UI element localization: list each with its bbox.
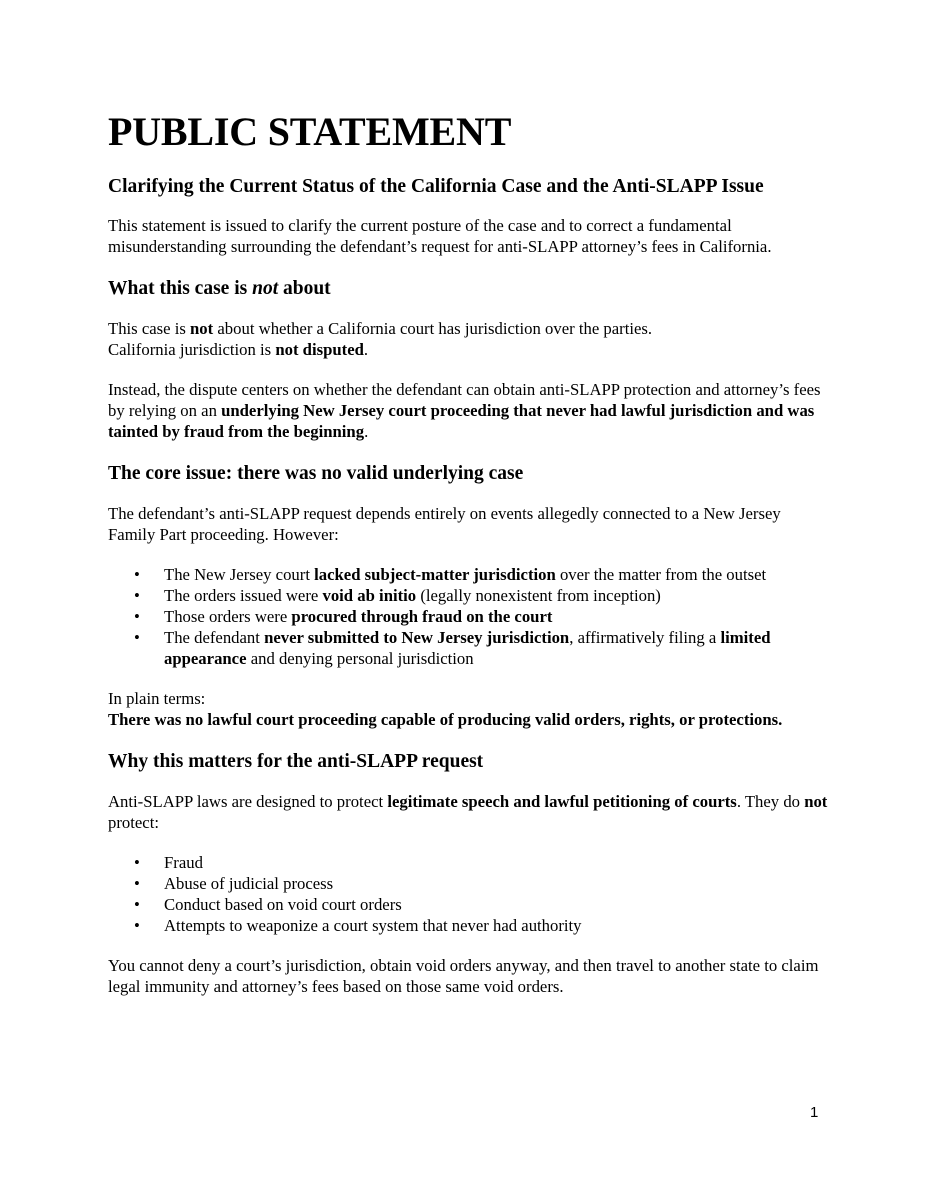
list-item: • Those orders were procured through fraud on the court (108, 606, 828, 627)
list-item: • Fraud (108, 852, 828, 873)
plain-terms-paragraph: In plain terms: There was no lawful court proceeding capable of producing valid orders, rights, or protections. (108, 689, 783, 729)
intro-paragraph: This statement is issued to clarify the current posture of the case and to correct a fundamental misunderstanding surrounding the defendant’s request for anti-SLAPP attorney’s fees in California. (108, 216, 772, 256)
not-about-paragraph-2: Instead, the dispute centers on whether the defendant can obtain anti-SLAPP protection and attorney’s fees by relying on an underlying New Jersey court proceeding that never had lawful jurisdiction and was tainted by fraud from the beginning. (108, 380, 821, 441)
closing-paragraph: You cannot deny a court’s jurisdiction, obtain void orders anyway, and then travel to another state to claim legal immunity and attorney’s fees based on those same void orders. (108, 956, 819, 996)
document-subtitle: Clarifying the Current Status of the California Case and the Anti-SLAPP Issue (108, 176, 764, 197)
list-item: • The defendant never submitted to New Jersey jurisdiction, affirmatively filing a limited appearance and denying personal jurisdiction (108, 627, 828, 669)
list-item: • Attempts to weaponize a court system that never had authority (108, 915, 828, 936)
list-item: • The New Jersey court lacked subject-matter jurisdiction over the matter from the outset (108, 564, 828, 585)
why-matters-paragraph: Anti-SLAPP laws are designed to protect legitimate speech and lawful petitioning of courts. They do not protect: (108, 792, 828, 832)
list-item: • Conduct based on void court orders (108, 894, 828, 915)
list-item: • Abuse of judicial process (108, 873, 828, 894)
document-title: PUBLIC STATEMENT (108, 109, 512, 154)
section-heading-why-matters: Why this matters for the anti-SLAPP request (108, 751, 484, 772)
list-item: • The orders issued were void ab initio (legally nonexistent from inception) (108, 585, 828, 606)
section-heading-core-issue: The core issue: there was no valid underlying case (108, 463, 524, 484)
page-number: 1 (810, 1104, 819, 1121)
not-protected-list (108, 852, 828, 936)
core-issue-paragraph: The defendant’s anti-SLAPP request depends entirely on events allegedly connected to a New Jersey Family Part proceeding. However: (108, 504, 781, 544)
core-issue-list (108, 564, 828, 669)
not-about-paragraph-1: This case is not about whether a California court has jurisdiction over the parties. California jurisdiction is not disputed. (108, 319, 653, 359)
section-heading-not-about: What this case is not about (108, 278, 331, 299)
document-page (108, 108, 828, 1016)
